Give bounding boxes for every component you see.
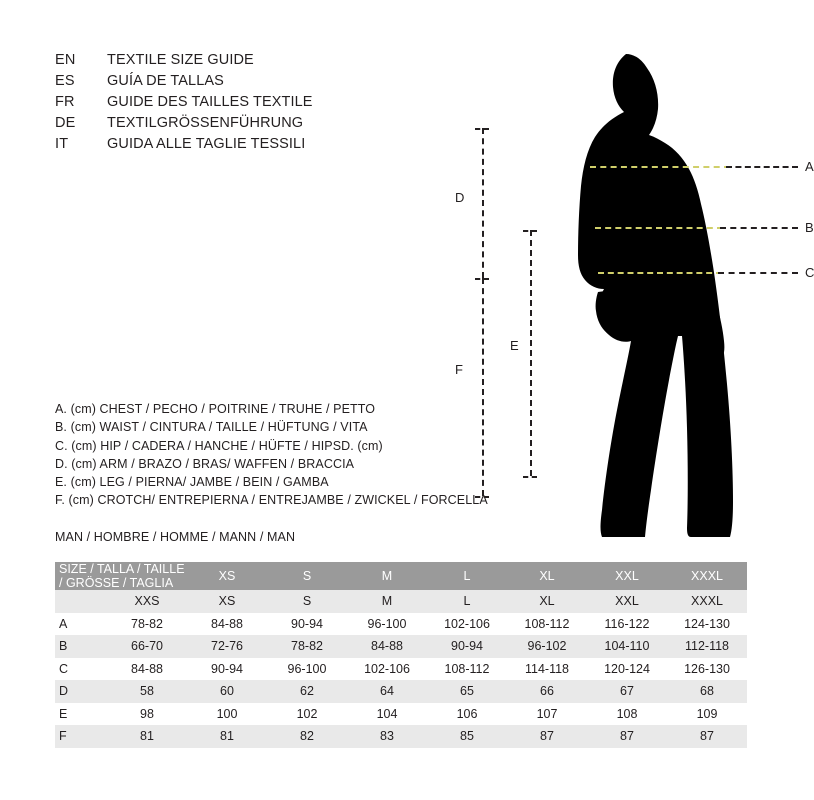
language-code: FR <box>55 94 75 110</box>
cell: 120-124 <box>587 658 667 681</box>
language-code: DE <box>55 115 76 131</box>
cell: 83 <box>347 725 427 748</box>
cell: 102-106 <box>427 613 507 636</box>
cell: 85 <box>427 725 507 748</box>
cell: 78-82 <box>107 613 187 636</box>
title-block <box>55 50 313 155</box>
subheader-s: S <box>267 590 347 613</box>
cell: 90-94 <box>427 635 507 658</box>
table-row <box>55 680 747 703</box>
cell: 96-100 <box>267 658 347 681</box>
cell: 62 <box>267 680 347 703</box>
language-title: GUIDE DES TAILLES TEXTILE <box>107 94 313 110</box>
arm-measure-line <box>482 128 484 278</box>
measurement-legend <box>55 400 488 510</box>
subheader-xxxl: XXXL <box>667 590 747 613</box>
cell: 124-130 <box>667 613 747 636</box>
waist-leader-line <box>720 227 798 229</box>
subheader-xs: XS <box>187 590 267 613</box>
table-row <box>55 658 747 681</box>
cell: 67 <box>587 680 667 703</box>
table-row <box>55 635 747 658</box>
cell: 90-94 <box>187 658 267 681</box>
chest-measure-line <box>590 166 730 168</box>
table-row <box>55 703 747 726</box>
subheader-xxs: XXS <box>107 590 187 613</box>
title-language-table <box>55 50 313 155</box>
column-header-l: L <box>463 569 471 583</box>
row-label: D <box>55 680 107 703</box>
row-label: B <box>55 635 107 658</box>
legend-item: F. (cm) CROTCH/ ENTREPIERNA / ENTREJAMBE / ZWICKEL / FORCELLA <box>55 493 488 508</box>
column-header-size: SIZE / TALLA / TAILLE / GRÖSSE / TAGLIA <box>59 562 185 590</box>
cell: 87 <box>507 725 587 748</box>
language-code: EN <box>55 52 76 68</box>
marker-label-f: F <box>455 362 463 377</box>
cell: 84-88 <box>347 635 427 658</box>
subheader-xl: XL <box>507 590 587 613</box>
cell: 109 <box>667 703 747 726</box>
cell: 108-112 <box>427 658 507 681</box>
size-chart-table <box>55 562 747 748</box>
cell: 96-102 <box>507 635 587 658</box>
cell: 66-70 <box>107 635 187 658</box>
cell: 96-100 <box>347 613 427 636</box>
cell: 108-112 <box>507 613 587 636</box>
cell: 114-118 <box>507 658 587 681</box>
cell: 78-82 <box>267 635 347 658</box>
gender-label: MAN / HOMBRE / HOMME / MANN / MAN <box>55 530 296 544</box>
cell: 65 <box>427 680 507 703</box>
marker-label-b: B <box>805 220 814 235</box>
marker-label-c: C <box>805 265 814 280</box>
cell: 81 <box>187 725 267 748</box>
cell: 66 <box>507 680 587 703</box>
row-label: F <box>55 725 107 748</box>
subheader-l: L <box>427 590 507 613</box>
man-silhouette-icon <box>430 40 770 550</box>
language-title: TEXTILGRÖSSENFÜHRUNG <box>107 115 304 131</box>
column-header-xxl: XXL <box>615 569 639 583</box>
table-row <box>55 725 747 748</box>
cell: 87 <box>667 725 747 748</box>
row-label-blank <box>55 590 107 613</box>
arm-tick-top <box>475 128 489 130</box>
legend-item: B. (cm) WAIST / CINTURA / TAILLE / HÜFTUNG / VITA <box>55 420 368 435</box>
cell: 58 <box>107 680 187 703</box>
cell: 112-118 <box>667 635 747 658</box>
column-header-m: M <box>381 569 393 583</box>
column-header-xs: XS <box>218 569 236 583</box>
title-row <box>55 71 313 92</box>
language-title: GUÍA DE TALLAS <box>107 73 224 89</box>
cell: 98 <box>107 703 187 726</box>
cell: 87 <box>587 725 667 748</box>
cell: 84-88 <box>107 658 187 681</box>
cell: 81 <box>107 725 187 748</box>
column-header-xl: XL <box>539 569 555 583</box>
cell: 104 <box>347 703 427 726</box>
cell: 107 <box>507 703 587 726</box>
leg-tick-top <box>523 230 537 232</box>
cell: 102-106 <box>347 658 427 681</box>
cell: 72-76 <box>187 635 267 658</box>
table-row <box>55 613 747 636</box>
size-table <box>55 562 747 748</box>
cell: 102 <box>267 703 347 726</box>
title-row <box>55 92 313 113</box>
language-code: ES <box>55 73 75 89</box>
cell: 126-130 <box>667 658 747 681</box>
leg-measure-line <box>530 230 532 476</box>
figure-diagram <box>430 40 814 550</box>
cell: 68 <box>667 680 747 703</box>
crotch-tick-bottom <box>475 496 489 498</box>
title-row <box>55 134 313 155</box>
waist-measure-line <box>595 227 723 229</box>
cell: 90-94 <box>267 613 347 636</box>
title-row <box>55 113 313 134</box>
cell: 106 <box>427 703 507 726</box>
cell: 82 <box>267 725 347 748</box>
hip-leader-line <box>718 272 798 274</box>
table-subheader-row <box>55 590 747 613</box>
language-code: IT <box>55 136 69 152</box>
leg-tick-bottom <box>523 476 537 478</box>
column-header-xxxl: XXXL <box>691 569 723 583</box>
cell: 60 <box>187 680 267 703</box>
legend-item: E. (cm) LEG / PIERNA/ JAMBE / BEIN / GAMBA <box>55 475 329 490</box>
marker-label-a: A <box>805 159 814 174</box>
row-label: E <box>55 703 107 726</box>
cell: 84-88 <box>187 613 267 636</box>
legend-item: D. (cm) ARM / BRAZO / BRAS/ WAFFEN / BRACCIA <box>55 456 355 471</box>
marker-label-e: E <box>510 338 519 353</box>
cell: 116-122 <box>587 613 667 636</box>
chest-leader-line <box>726 166 798 168</box>
column-header-s: S <box>302 569 312 583</box>
cell: 108 <box>587 703 667 726</box>
title-row <box>55 50 313 71</box>
cell: 100 <box>187 703 267 726</box>
table-header-row <box>55 562 747 590</box>
row-label: A <box>55 613 107 636</box>
language-title: GUIDA ALLE TAGLIE TESSILI <box>107 136 306 152</box>
marker-label-d: D <box>455 190 465 205</box>
crotch-measure-line <box>482 278 484 496</box>
subheader-m: M <box>347 590 427 613</box>
subheader-xxl: XXL <box>587 590 667 613</box>
hip-measure-line <box>598 272 722 274</box>
cell: 104-110 <box>587 635 667 658</box>
legend-item: C. (cm) HIP / CADERA / HANCHE / HÜFTE / HIPSD. (cm) <box>55 438 383 453</box>
row-label: C <box>55 658 107 681</box>
language-title: TEXTILE SIZE GUIDE <box>107 52 254 68</box>
legend-item: A. (cm) CHEST / PECHO / POITRINE / TRUHE / PETTO <box>55 402 376 416</box>
cell: 64 <box>347 680 427 703</box>
